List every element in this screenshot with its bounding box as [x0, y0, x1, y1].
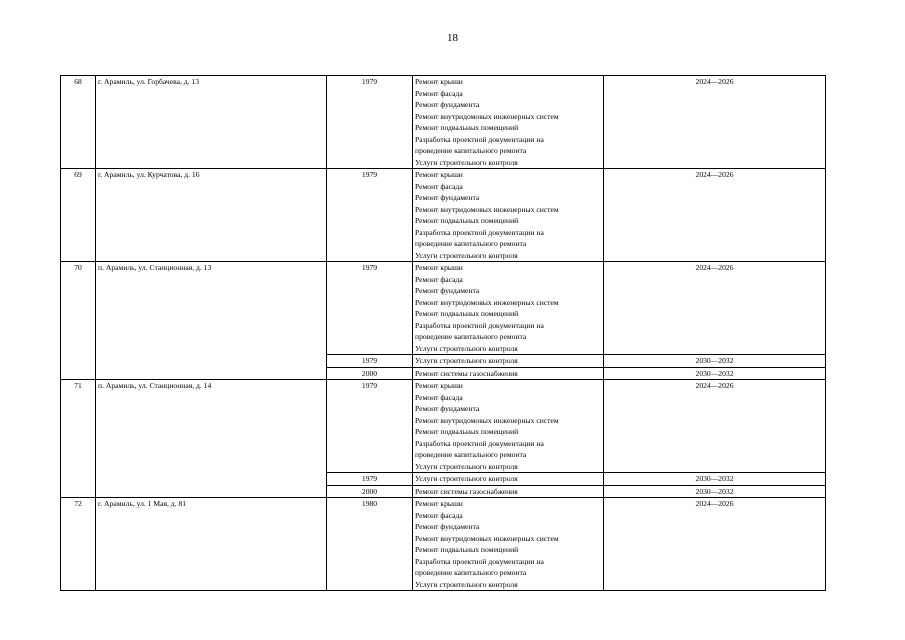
work-item: Ремонт фасада [415, 274, 463, 284]
work-item: Услуги строительного контроля [415, 356, 518, 365]
work-item: Ремонт фундамента [415, 286, 480, 295]
work-item: Ремонт подвальных помещений [415, 427, 519, 436]
year-cell: 1979 [327, 76, 413, 169]
work-item: Ремонт крыши [415, 77, 463, 86]
year-cell: 2000 [327, 367, 413, 380]
works-cell [413, 355, 604, 368]
period-cell: 2030—2032 [604, 355, 826, 368]
page-number: 18 [447, 32, 458, 44]
work-item: Ремонт внутридомовых инженерных систем [415, 415, 559, 425]
works-cell [413, 485, 604, 498]
work-item: Ремонт фундамента [415, 100, 480, 109]
work-item: проведение капитального ремонта [415, 450, 527, 459]
work-item: Ремонт фасада [415, 392, 463, 402]
work-item: Услуги строительного контроля [415, 579, 518, 589]
table-row [61, 380, 826, 473]
work-item: Ремонт системы газоснабжения [415, 368, 518, 378]
row-number-cell: 71 [61, 380, 96, 498]
work-item: Ремонт подвальных помещений [415, 545, 519, 554]
work-item: Услуги строительного контроля [415, 343, 518, 353]
row-number-cell: 72 [61, 498, 96, 591]
table-row [61, 169, 826, 262]
work-item: Ремонт фасада [415, 88, 463, 98]
period-cell: 2030—2032 [604, 473, 826, 486]
work-item: Ремонт крыши [415, 263, 463, 272]
address-cell: г. Арамиль, ул. 1 Мая, д. 81 [96, 498, 327, 591]
works-cell [413, 169, 604, 262]
table-row [61, 76, 826, 169]
period-cell: 2030—2032 [604, 485, 826, 498]
work-item: проведение капитального ремонта [415, 332, 527, 341]
address-cell: п. Арамиль, ул. Станционная, д. 14 [96, 380, 327, 498]
work-item: Ремонт внутридомовых инженерных систем [415, 297, 559, 307]
work-item: Ремонт внутридомовых инженерных систем [415, 533, 559, 543]
work-item: Ремонт системы газоснабжения [415, 486, 518, 496]
year-cell: 1980 [327, 498, 413, 591]
work-item: Ремонт фасада [415, 181, 463, 191]
work-item: проведение капитального ремонта [415, 146, 527, 155]
period-cell: 2024—2026 [604, 262, 826, 355]
work-item: Разработка проектной документации на [415, 227, 544, 237]
period-cell: 2030—2032 [604, 367, 826, 380]
work-item: Услуги строительного контроля [415, 157, 518, 167]
table-row [61, 262, 826, 355]
work-item: Разработка проектной документации на [415, 320, 544, 330]
row-number-cell: 68 [61, 76, 96, 169]
works-cell [413, 498, 604, 591]
work-item: Ремонт фундамента [415, 404, 480, 413]
works-cell [413, 367, 604, 380]
period-cell: 2024—2026 [604, 380, 826, 473]
works-cell [413, 76, 604, 169]
year-cell: 1979 [327, 169, 413, 262]
address-cell: п. Арамиль, ул. Станционная, д. 13 [96, 262, 327, 380]
work-item: Ремонт фундамента [415, 522, 480, 531]
year-cell: 1979 [327, 355, 413, 368]
works-cell [413, 262, 604, 355]
capital-repair-table [60, 75, 826, 591]
work-item: Ремонт фасада [415, 510, 463, 520]
work-item: Ремонт внутридомовых инженерных систем [415, 111, 559, 121]
works-cell [413, 380, 604, 473]
work-item: Разработка проектной документации на [415, 556, 544, 566]
address-cell: г. Арамиль, ул. Горбачева, д. 13 [96, 76, 327, 169]
work-item: Услуги строительного контроля [415, 461, 518, 471]
table-row [61, 498, 826, 591]
year-cell: 1979 [327, 380, 413, 473]
period-cell: 2024—2026 [604, 76, 826, 169]
period-cell: 2024—2026 [604, 498, 826, 591]
work-item: Ремонт крыши [415, 381, 463, 390]
row-number-cell: 70 [61, 262, 96, 380]
work-item: проведение капитального ремонта [415, 568, 527, 577]
address-cell: г. Арамиль, ул. Курчатова, д. 16 [96, 169, 327, 262]
year-cell: 1979 [327, 473, 413, 486]
work-item: Услуги строительного контроля [415, 250, 518, 260]
work-item: Ремонт подвальных помещений [415, 309, 519, 318]
work-item: Ремонт внутридомовых инженерных систем [415, 204, 559, 214]
work-item: Разработка проектной документации на [415, 134, 544, 144]
work-item: Ремонт крыши [415, 499, 463, 508]
table-body [61, 76, 826, 591]
work-item: Ремонт подвальных помещений [415, 123, 519, 132]
row-number-cell: 69 [61, 169, 96, 262]
work-item: Разработка проектной документации на [415, 438, 544, 448]
work-item: Ремонт подвальных помещений [415, 216, 519, 225]
work-item: Услуги строительного контроля [415, 474, 518, 483]
work-item: Ремонт крыши [415, 170, 463, 179]
year-cell: 2000 [327, 485, 413, 498]
work-item: проведение капитального ремонта [415, 239, 527, 248]
work-item: Ремонт фундамента [415, 193, 480, 202]
year-cell: 1979 [327, 262, 413, 355]
works-cell [413, 473, 604, 486]
period-cell: 2024—2026 [604, 169, 826, 262]
